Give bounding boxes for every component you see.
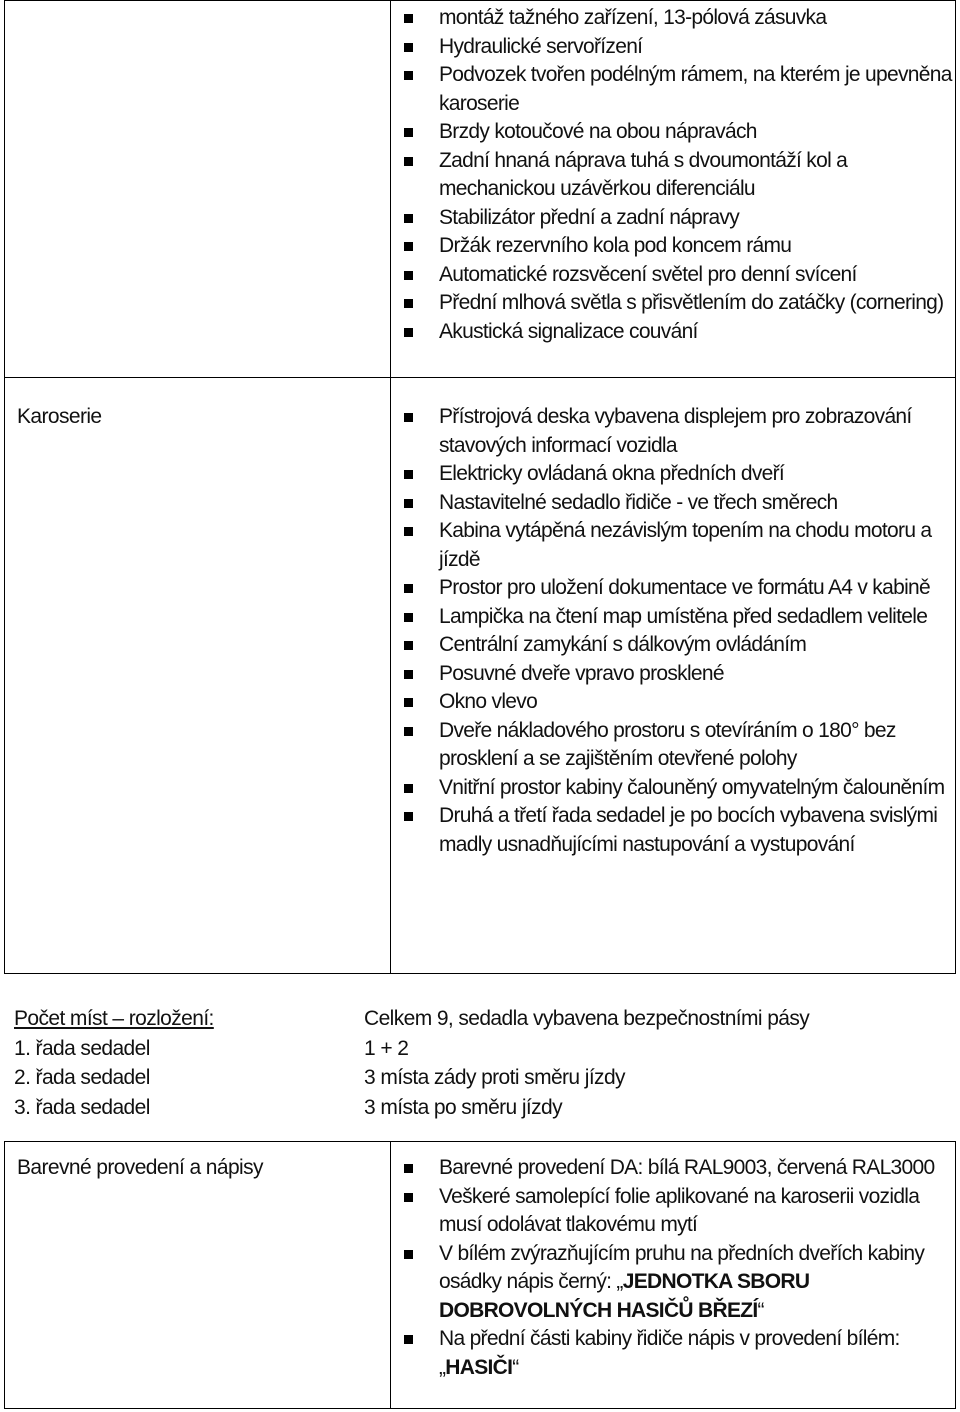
spec-table-lower (4, 1141, 956, 1409)
list-item: Na přední části kabiny řidiče nápis v provedení bílém: „HASIČI“ (403, 1325, 953, 1382)
list-item: Centrální zamykání s dálkovým ovládáním (403, 631, 953, 660)
square-bullet-icon (404, 470, 413, 479)
seat-row-value: 3 místa zády proti směru jízdy (364, 1066, 625, 1089)
list-item: montáž tažného zařízení, 13-pólová zásuvka (403, 4, 953, 33)
square-bullet-icon (404, 157, 413, 166)
list-item: Podvozek tvořen podélným rámem, na kterém je upevněna karoserie (403, 61, 953, 118)
top-spec-list (403, 4, 953, 346)
seat-row (14, 1063, 954, 1093)
list-item: Brzdy kotoučové na obou nápravách (403, 118, 953, 147)
list-item: Okno vlevo (403, 688, 953, 717)
square-bullet-icon (404, 242, 413, 251)
list-item: Veškeré samolepící folie aplikované na karoserii vozidla musí odolávat tlakovému mytí (403, 1183, 953, 1240)
list-item: Dveře nákladového prostoru s otevíráním o 180° bez prosklení a se zajištěním otevřené polohy (403, 717, 953, 774)
square-bullet-icon (404, 413, 413, 422)
square-bullet-icon (404, 613, 413, 622)
list-item: Vnitřní prostor kabiny čalouněný omyvatelným čalouněním (403, 774, 953, 803)
square-bullet-icon (404, 71, 413, 80)
square-bullet-icon (404, 128, 413, 137)
list-item: Automatické rozsvěcení světel pro denní svícení (403, 261, 953, 290)
section-label-colors: Barevné provedení a nápisy (17, 1156, 263, 1179)
square-bullet-icon (404, 784, 413, 793)
square-bullet-icon (404, 43, 413, 52)
seat-row (14, 1034, 954, 1064)
seat-row-value: 1 + 2 (364, 1036, 409, 1060)
square-bullet-icon (404, 271, 413, 280)
list-item: Prostor pro uložení dokumentace ve formátu A4 v kabině (403, 574, 953, 603)
colors-spec-list (403, 1154, 953, 1382)
square-bullet-icon (404, 641, 413, 650)
square-bullet-icon (404, 698, 413, 707)
list-item: Akustická signalizace couvání (403, 318, 953, 347)
seating-header-value: Celkem 9, sedadla vybavena bezpečnostními pásy (364, 1007, 810, 1030)
square-bullet-icon (404, 1164, 413, 1173)
list-item: Zadní hnaná náprava tuhá s dvoumontáží kol a mechanickou uzávěrkou diferenciálu (403, 147, 953, 204)
seat-row-label: 1. řada sedadel (14, 1036, 150, 1060)
list-item: Lampička na čtení map umístěna před sedadlem velitele (403, 603, 953, 632)
list-item: Elektricky ovládaná okna předních dveří (403, 460, 953, 489)
seating-header-label: Počet míst – rozložení: (14, 1007, 214, 1030)
list-item: V bílém zvýrazňujícím pruhu na předních dveřích kabiny osádky nápis černý: „JEDNOTKA SBORU DOBROVOLNÝCH HASIČŮ BŘEZÍ“ (403, 1240, 953, 1326)
list-item: Držák rezervního kola pod koncem rámu (403, 232, 953, 261)
list-item: Přístrojová deska vybavena displejem pro zobrazování stavových informací vozidla (403, 403, 953, 460)
list-item: Kabina vytápěná nezávislým topením na chodu motoru a jízdě (403, 517, 953, 574)
square-bullet-icon (404, 299, 413, 308)
square-bullet-icon (404, 14, 413, 23)
list-item: Hydraulické servořízení (403, 33, 953, 62)
door-inscription-text: JEDNOTKA SBORU DOBROVOLNÝCH HASIČŮ BŘEZÍ (439, 1270, 810, 1322)
square-bullet-icon (404, 328, 413, 337)
row-divider (5, 377, 955, 378)
square-bullet-icon (404, 727, 413, 736)
list-item: Stabilizátor přední a zadní nápravy (403, 204, 953, 233)
square-bullet-icon (404, 1193, 413, 1202)
seat-row (14, 1093, 954, 1123)
list-item: Nastavitelné sedadlo řidiče - ve třech směrech (403, 489, 953, 518)
seat-row-value: 3 místa po směru jízdy (364, 1095, 563, 1119)
column-divider (390, 1, 391, 973)
square-bullet-icon (404, 1250, 413, 1259)
square-bullet-icon (404, 670, 413, 679)
seating-layout (14, 1004, 954, 1122)
list-item: Barevné provedení DA: bílá RAL9003, červená RAL3000 (403, 1154, 953, 1183)
section-label-karoserie: Karoserie (17, 405, 102, 428)
square-bullet-icon (404, 499, 413, 508)
column-divider (390, 1142, 391, 1408)
list-item: Přední mlhová světla s přisvětlením do zatáčky (cornering) (403, 289, 953, 318)
square-bullet-icon (404, 812, 413, 821)
square-bullet-icon (404, 527, 413, 536)
square-bullet-icon (404, 584, 413, 593)
list-item: Druhá a třetí řada sedadel je po bocích vybavena svislými madly usnadňujícími nastupování a vystupování (403, 802, 953, 859)
square-bullet-icon (404, 1335, 413, 1344)
seating-header-row (14, 1004, 954, 1034)
square-bullet-icon (404, 214, 413, 223)
list-item: Posuvné dveře vpravo prosklené (403, 660, 953, 689)
karoserie-spec-list (403, 403, 953, 859)
seat-row-label: 2. řada sedadel (14, 1066, 150, 1089)
spec-table-upper (4, 0, 956, 974)
seat-row-label: 3. řada sedadel (14, 1095, 150, 1119)
front-inscription-text: HASIČI (445, 1355, 513, 1379)
